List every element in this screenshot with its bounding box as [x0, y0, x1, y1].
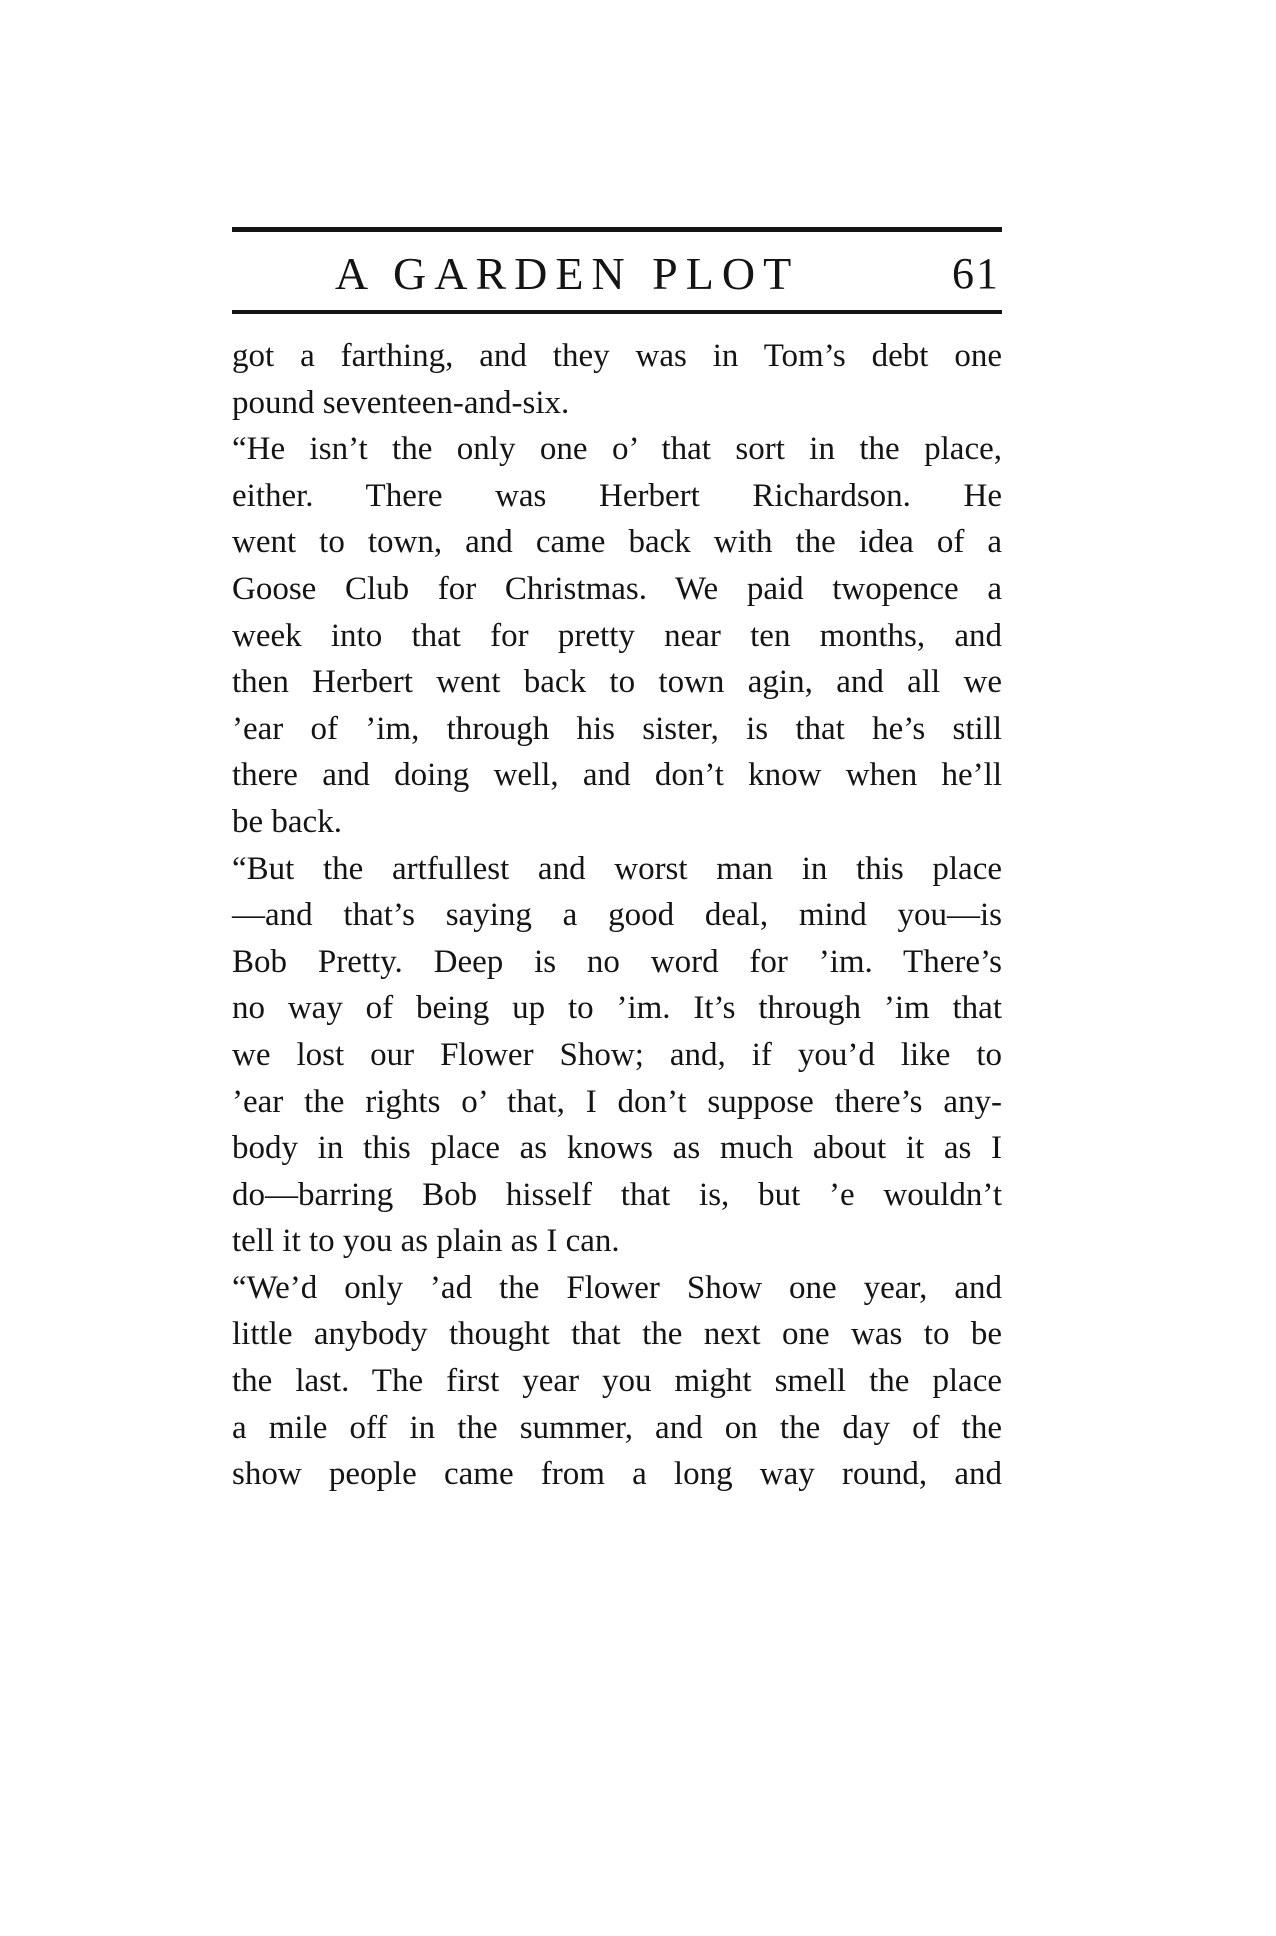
text-line: Goose Club for Christmas. We paid twopence a: [232, 570, 1002, 607]
text-line: no way of being up to ’im. It’s through ’im that: [232, 990, 1002, 1027]
text-line: then Herbert went back to town agin, and all we: [232, 664, 1002, 701]
header-bottom-rule: [232, 310, 1002, 314]
body-text: [232, 333, 1002, 1498]
text-line: “But the artfullest and worst man in this place: [232, 850, 1002, 887]
text-line: week into that for pretty near ten months, and: [232, 617, 1002, 654]
text-line: little anybody thought that the next one was to be: [232, 1316, 1002, 1353]
running-title: A GARDEN PLOT: [334, 248, 800, 299]
text-line: body in this place as knows as much about it as I: [232, 1130, 1002, 1167]
text-line: “He isn’t the only one o’ that sort in the place,: [232, 431, 1002, 468]
running-head: [232, 242, 1002, 306]
text-line: ’ear of ’im, through his sister, is that he’s still: [232, 710, 1002, 747]
text-line: be back.: [232, 803, 342, 840]
text-line: there and doing well, and don’t know when he’ll: [232, 757, 1002, 794]
text-line: tell it to you as plain as I can.: [232, 1223, 620, 1260]
header-top-rule: [232, 227, 1002, 232]
text-line: “We’d only ’ad the Flower Show one year, and: [232, 1269, 1002, 1306]
text-line: —and that’s saying a good deal, mind you—is: [232, 897, 1002, 934]
text-line: pound seventeen-and-six.: [232, 384, 570, 421]
text-line: either. There was Herbert Richardson. He: [232, 477, 1002, 514]
text-line: Bob Pretty. Deep is no word for ’im. There’s: [232, 943, 1002, 980]
text-line: the last. The first year you might smell the place: [232, 1363, 1002, 1400]
text-line: a mile off in the summer, and on the day of the: [232, 1409, 1002, 1446]
text-line: got a farthing, and they was in Tom’s debt one: [232, 338, 1002, 374]
text-line: show people came from a long way round, and: [232, 1456, 1002, 1493]
page-number: 61: [952, 249, 1000, 298]
text-line: ’ear the rights o’ that, I don’t suppose there’s any-: [232, 1083, 1002, 1120]
text-line: went to town, and came back with the idea of a: [232, 524, 1002, 561]
text-line: do—barring Bob hisself that is, but ’e wouldn’t: [232, 1176, 1002, 1213]
text-line: we lost our Flower Show; and, if you’d like to: [232, 1036, 1002, 1073]
